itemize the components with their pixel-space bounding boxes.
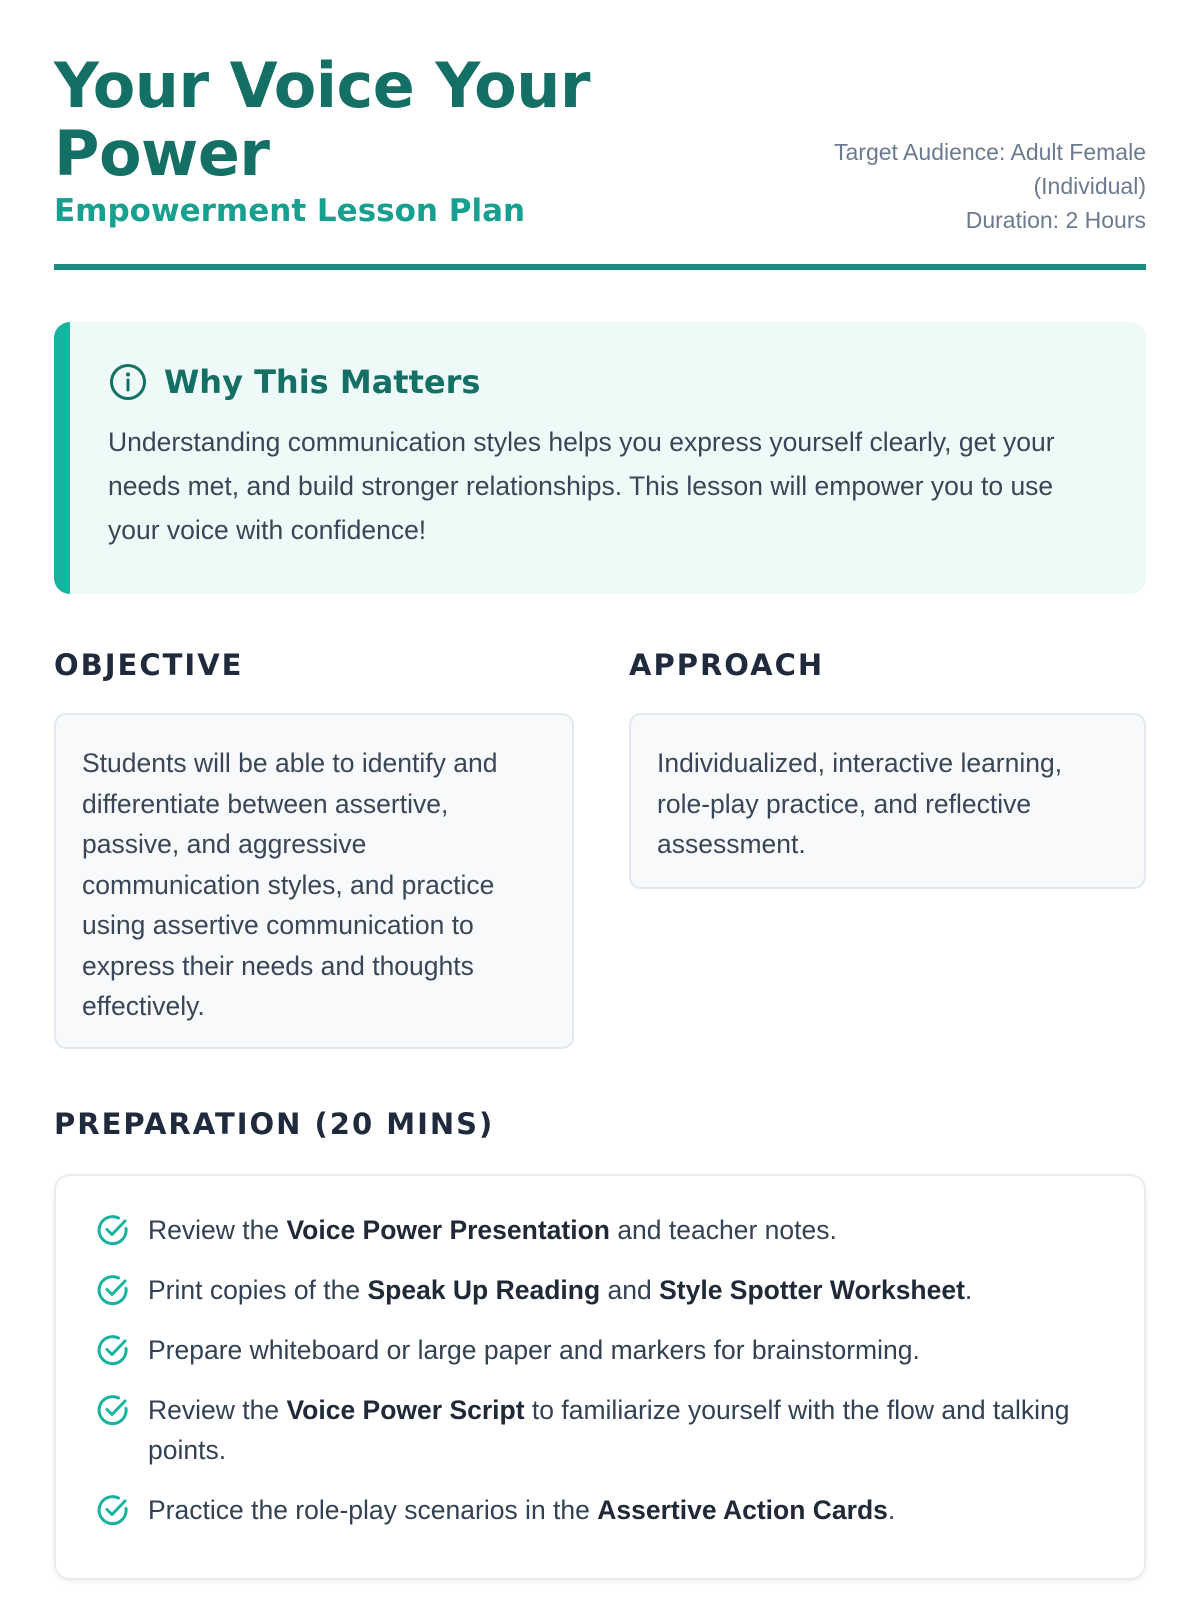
callout-header [108, 362, 1106, 402]
objective-card [54, 713, 574, 1049]
list-item [96, 1270, 1104, 1310]
page-title: Your Voice Your Power [54, 49, 590, 190]
duration: Duration: 2 Hours [965, 207, 1146, 233]
list-item-text: Review the Voice Power Presentation and teacher notes. [148, 1215, 837, 1245]
list-item [96, 1490, 1104, 1530]
approach-heading: APPROACH [629, 648, 825, 682]
target-audience-detail: (Individual) [1033, 173, 1146, 199]
check-circle-icon [96, 1213, 130, 1247]
objective-text: Students will be able to identify and differentiate between assertive, passive, and aggressive communication styles, and practice using assertive communication to express their needs and thoughts effectively. [82, 748, 498, 1021]
approach-card [629, 713, 1146, 889]
preparation-list [96, 1210, 1104, 1530]
list-item [96, 1390, 1104, 1470]
check-circle-icon [96, 1393, 130, 1427]
info-icon [108, 362, 148, 402]
list-item-text: Practice the role-play scenarios in the Assertive Action Cards. [148, 1495, 896, 1525]
list-item [96, 1210, 1104, 1250]
target-audience: Target Audience: Adult Female [834, 139, 1146, 165]
page-subtitle: Empowerment Lesson Plan [54, 193, 526, 229]
check-circle-icon [96, 1333, 130, 1367]
list-item [96, 1330, 1104, 1370]
list-item-text: Print copies of the Speak Up Reading and Style Spotter Worksheet. [148, 1275, 973, 1305]
callout-body: Understanding communication styles helps you express yourself clearly, get your needs met, and build stronger relationships. This lesson will empower you to use your voice with confidence! [108, 427, 1055, 545]
header [54, 0, 1146, 270]
list-item-text: Prepare whiteboard or large paper and markers for brainstorming. [148, 1335, 920, 1365]
objective-heading: OBJECTIVE [54, 648, 244, 682]
list-item-text: Review the Voice Power Script to familiarize yourself with the flow and talking points. [148, 1395, 1070, 1465]
callout-title: Why This Matters [164, 363, 481, 401]
lesson-meta [766, 135, 1146, 237]
approach-text: Individualized, interactive learning, role-play practice, and reflective assessment. [657, 748, 1063, 859]
preparation-heading: PREPARATION (20 MINS) [54, 1107, 495, 1141]
preparation-card [54, 1174, 1146, 1580]
why-this-matters-callout [54, 322, 1146, 594]
check-circle-icon [96, 1493, 130, 1527]
check-circle-icon [96, 1273, 130, 1307]
